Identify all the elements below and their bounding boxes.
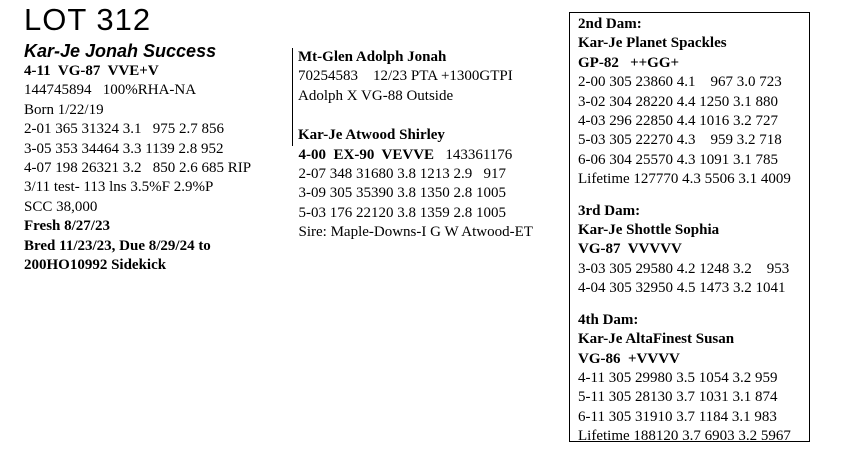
pedigree-box xyxy=(569,12,810,445)
fourth-dam-record: 5-11 305 28130 3.7 1031 3.1 874 xyxy=(578,389,778,406)
cow-bred-line: Bred 11/23/23, Due 8/29/24 to xyxy=(24,237,211,254)
second-dam-classification: GP-82 ++GG+ xyxy=(578,54,680,71)
cow-record: 2-01 365 31324 3.1 975 2.7 856 xyxy=(24,121,224,138)
second-dam-record: 4-03 296 22850 4.4 1016 3.2 727 xyxy=(578,113,778,130)
cow-classification: 4-11 VG-87 VVE+V xyxy=(24,63,159,79)
dam-sire: Sire: Maple-Downs-I G W Atwood-ET xyxy=(298,224,533,241)
fourth-dam-record: 4-11 305 29980 3.5 1054 3.2 959 xyxy=(578,369,778,386)
third-dam-name: Kar-Je Shottle Sophia xyxy=(578,222,720,239)
cow-record: 4-07 198 26321 3.2 850 2.6 685 RIP xyxy=(24,160,252,177)
dam-block xyxy=(292,146,533,243)
sire-block xyxy=(292,48,533,146)
cow-fresh: Fresh 8/27/23 xyxy=(24,218,110,235)
third-dam-record: 3-03 305 29580 4.2 1248 3.2 953 xyxy=(578,260,790,277)
second-dam-record: 5-03 305 22270 4.3 959 3.2 718 xyxy=(578,132,782,149)
second-dam-heading: 2nd Dam: xyxy=(578,16,642,32)
dam-classification-line xyxy=(299,146,533,165)
cow-details xyxy=(24,62,251,275)
cow-record: 3-05 353 34464 3.3 1139 2.8 952 xyxy=(24,140,224,157)
dam-name: Kar-Je Atwood Shirley xyxy=(298,127,445,144)
sire-id: 70254583 12/23 PTA +1300GTPI xyxy=(298,68,513,85)
sire-parents: Adolph X VG-88 Outside xyxy=(298,87,454,104)
cow-name: Kar-Je Jonah Success xyxy=(24,41,217,61)
fourth-dam-heading: 4th Dam: xyxy=(578,311,639,328)
fourth-dam-classification: VG-86 +VVVV xyxy=(578,350,680,367)
sire-dam-section xyxy=(292,48,533,243)
fourth-dam-name: Kar-Je AltaFinest Susan xyxy=(578,331,735,348)
dam-record: 3-09 305 35390 3.8 1350 2.8 1005 xyxy=(298,185,506,202)
second-dam-record: 3-02 304 28220 4.4 1250 3.1 880 xyxy=(578,93,778,110)
third-dam-classification: VG-87 VVVVV xyxy=(578,241,682,258)
third-dam-heading: 3rd Dam: xyxy=(578,202,641,219)
fourth-dam-record: 6-11 305 31910 3.7 1184 3.1 983 xyxy=(578,408,777,425)
cow-born: Born 1/22/19 xyxy=(24,101,104,118)
fourth-dam-lifetime: Lifetime 188120 3.7 6903 3.2 5967 xyxy=(578,428,791,445)
second-dam-record: 6-06 304 25570 4.3 1091 3.1 785 xyxy=(578,151,778,168)
sire-name: Mt-Glen Adolph Jonah xyxy=(298,49,447,65)
second-dam-lifetime: Lifetime 127770 4.3 5506 3.1 4009 xyxy=(578,171,791,188)
cow-scc: SCC 38,000 xyxy=(24,198,98,215)
dam-registration: 143361176 xyxy=(445,146,513,163)
dam-record: 5-03 176 22120 3.8 1359 2.8 1005 xyxy=(298,204,506,221)
dam-record: 2-07 348 31680 3.8 1213 2.9 917 xyxy=(298,166,506,183)
second-dam-name: Kar-Je Planet Spackles xyxy=(578,35,727,52)
third-dam-record: 4-04 305 32950 4.5 1473 3.2 1041 xyxy=(578,280,786,297)
cow-registration: 144745894 100%RHA-NA xyxy=(24,82,197,99)
cow-test: 3/11 test- 113 lns 3.5%F 2.9%P xyxy=(24,179,214,196)
second-dam-record: 2-00 305 23860 4.1 967 3.0 723 xyxy=(578,74,782,91)
lot-title: LOT 312 xyxy=(24,2,152,37)
cow-bred-line: 200HO10992 Sidekick xyxy=(24,257,167,274)
dam-classification: 4-00 EX-90 VEVVE xyxy=(298,146,435,163)
